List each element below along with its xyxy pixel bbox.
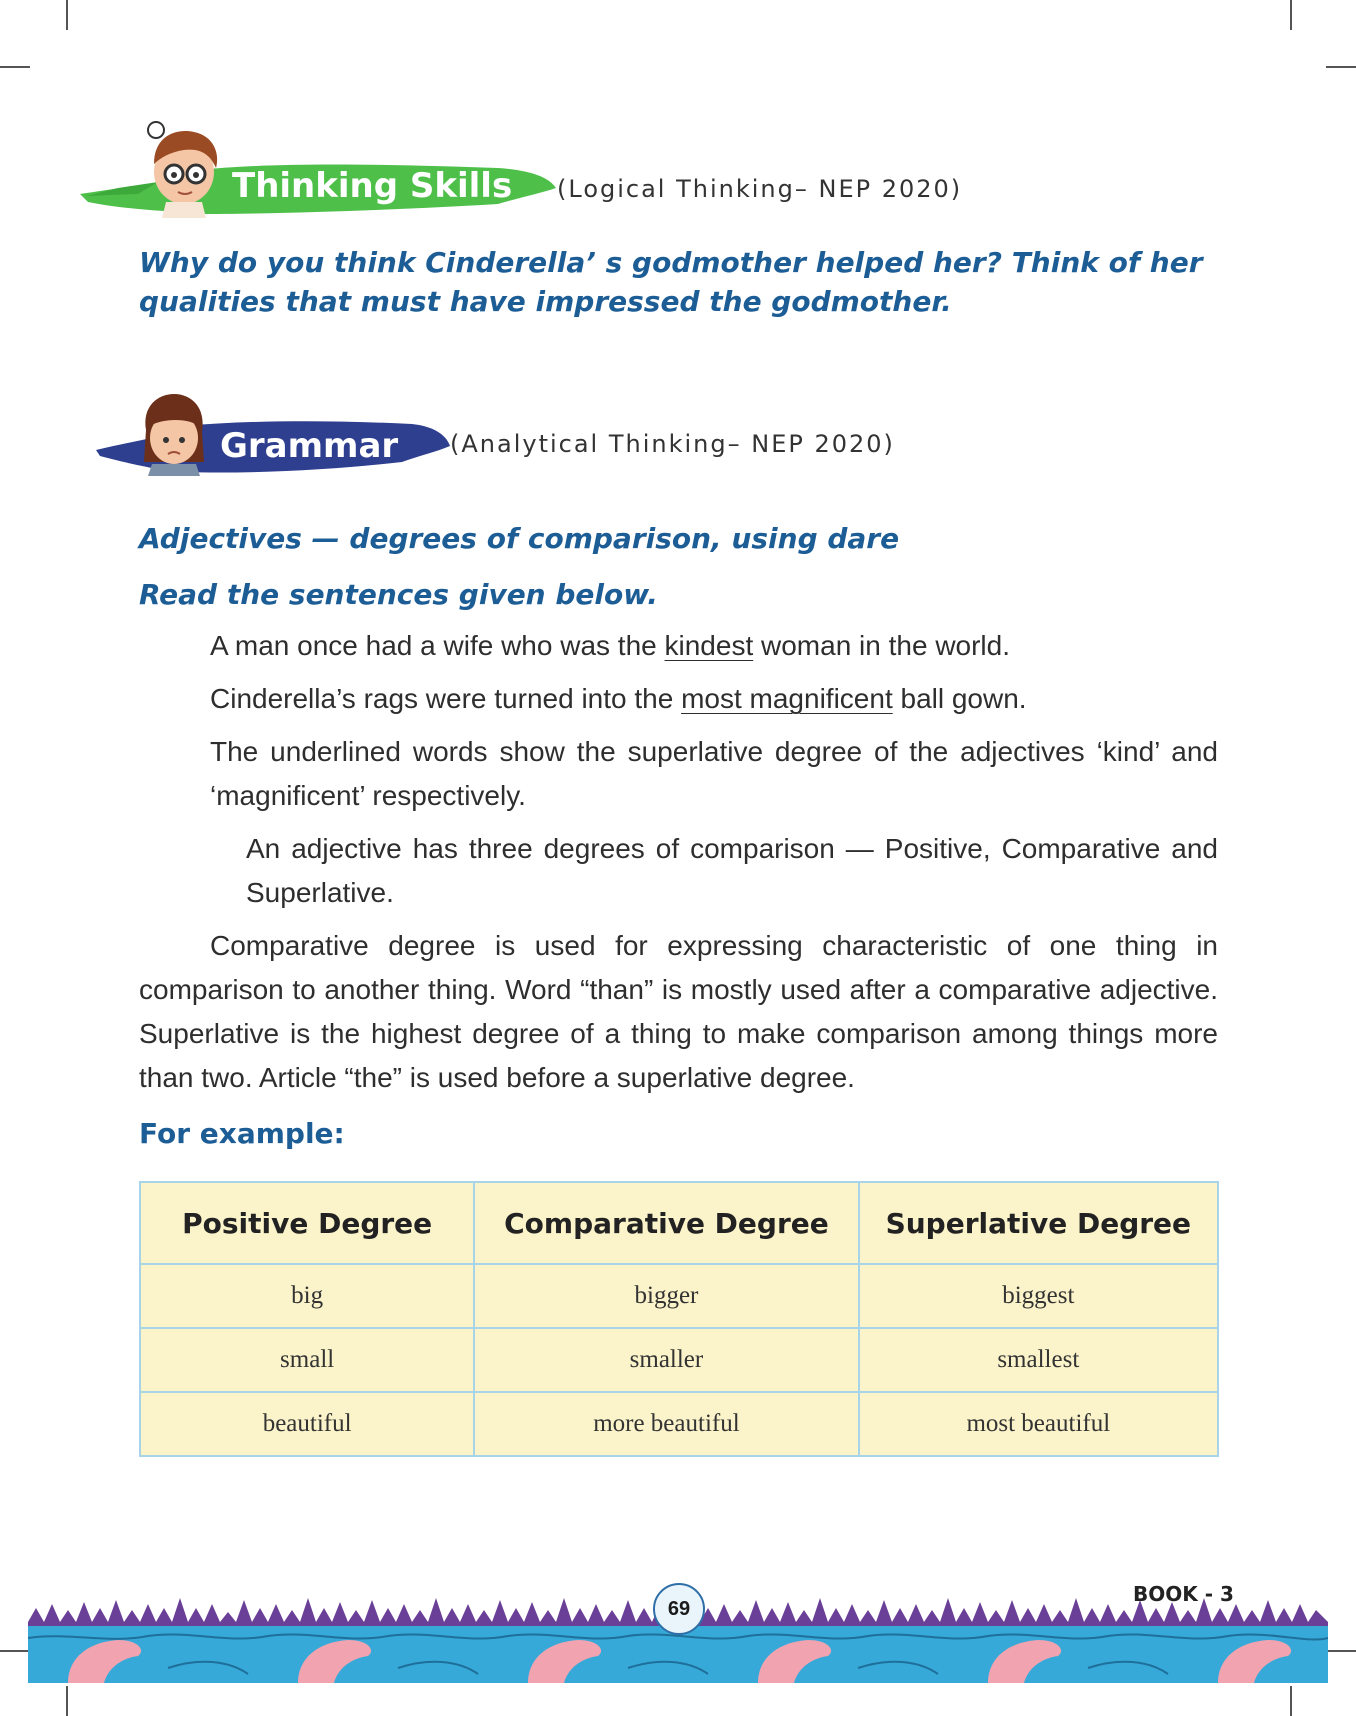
sentence-text: woman in the world.: [753, 630, 1011, 661]
crop-mark: [0, 1650, 30, 1652]
crop-mark: [0, 66, 30, 68]
table-cell: smaller: [474, 1328, 858, 1392]
table-cell: most beautiful: [859, 1392, 1218, 1456]
header-superlative: Superlative Degree: [859, 1182, 1218, 1264]
crop-mark: [1326, 1650, 1356, 1652]
thinking-skills-subtitle: (Logical Thinking– NEP 2020): [557, 175, 963, 203]
table-cell: big: [140, 1264, 474, 1328]
example-sentence-1: [210, 624, 1010, 668]
crop-mark: [66, 0, 68, 30]
crop-mark: [1290, 1686, 1292, 1716]
table-cell: biggest: [859, 1264, 1218, 1328]
example-sentence-2: [210, 677, 1027, 721]
thinking-skills-title: Thinking Skills: [232, 166, 513, 206]
table-cell: more beautiful: [474, 1392, 858, 1456]
grammar-banner: [92, 386, 452, 486]
girl-mascot-icon: [132, 386, 212, 476]
table-header-row: [140, 1182, 1218, 1264]
header-comparative: Comparative Degree: [474, 1182, 858, 1264]
crop-mark: [1290, 0, 1292, 30]
degrees-table: [139, 1181, 1219, 1457]
crop-mark: [66, 1686, 68, 1716]
underlined-word: most magnificent: [681, 683, 893, 714]
underlined-word: kindest: [664, 630, 754, 661]
crop-mark: [1326, 66, 1356, 68]
table-cell: small: [140, 1328, 474, 1392]
table-row: [140, 1264, 1218, 1328]
table-cell: bigger: [474, 1264, 858, 1328]
table-row: [140, 1328, 1218, 1392]
paragraph-comparative: Comparative degree is used for expressing characteristic of one thing in comparison to another thing. Word “than” is mostly used after a comparative adjective. Superlative is the highest degree of a thing to make comparison among things more than two. Article “the” is used before a superlative degree.: [139, 930, 1218, 1093]
thinking-skills-banner: [78, 118, 558, 230]
grammar-instruction: Read the sentences given below.: [139, 578, 658, 611]
paragraph-superlative: The underlined words show the superlative degree of the adjectives ‘kind’ and ‘magnificent’ respectively.: [210, 736, 1218, 811]
table-cell: beautiful: [140, 1392, 474, 1456]
table-row: [140, 1392, 1218, 1456]
grammar-subtitle: (Analytical Thinking– NEP 2020): [450, 430, 895, 458]
sentence-text: Cinderella’s rags were turned into the: [210, 683, 682, 714]
page-number: 69: [653, 1583, 705, 1635]
grammar-topic: Adjectives — degrees of comparison, using dare: [139, 522, 900, 555]
thinking-question: Why do you think Cinderella’ s godmother helped her? Think of her qualities that must have impressed the godmother.: [139, 246, 1203, 318]
book-label: BOOK - 3: [1133, 1582, 1234, 1606]
grammar-title: Grammar: [220, 426, 399, 466]
boy-mascot-icon: [136, 118, 226, 218]
sentence-text: A man once had a wife who was the: [210, 630, 665, 661]
table-cell: smallest: [859, 1328, 1218, 1392]
example-label: For example:: [139, 1117, 345, 1150]
paragraph-three-degrees: An adjective has three degrees of comparison — Positive, Comparative and Superlative.: [246, 833, 1218, 908]
header-positive: Positive Degree: [140, 1182, 474, 1264]
sentence-text: ball gown.: [892, 683, 1027, 714]
